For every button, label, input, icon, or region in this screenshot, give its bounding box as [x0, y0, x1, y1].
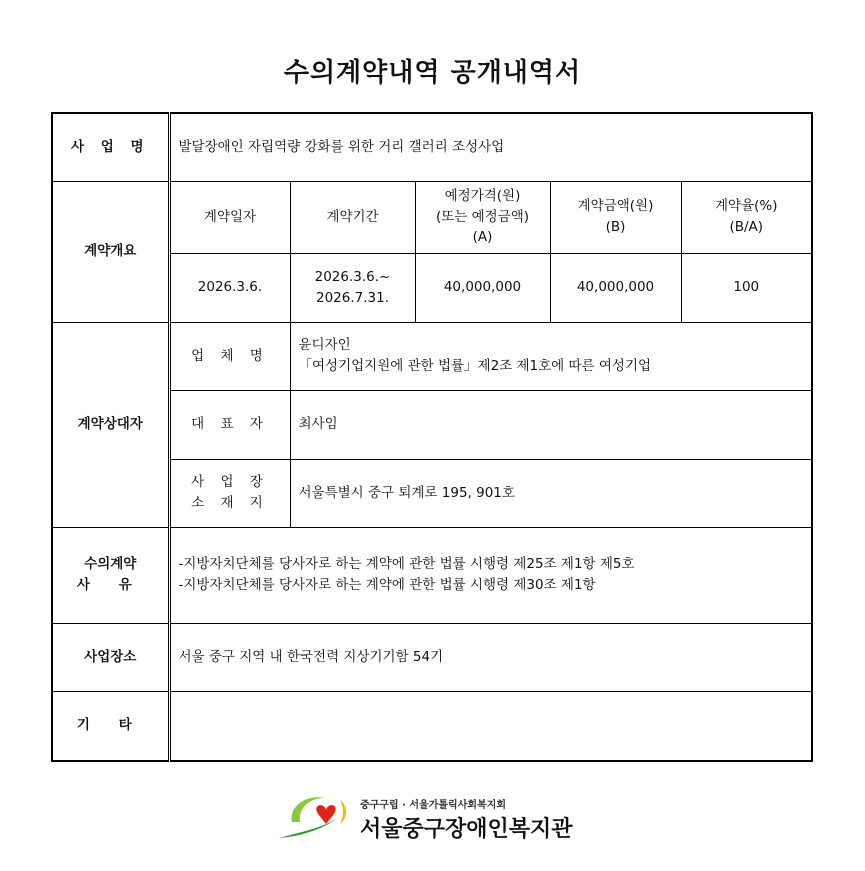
estimated-price-value: 40,000,000: [415, 253, 550, 322]
etc-value: [169, 691, 812, 761]
contract-rate-header: 계약율(%) (B/A): [681, 181, 812, 253]
reason-label: 수의계약 사 유: [52, 527, 169, 623]
representative-label: 대 표 자: [169, 390, 290, 459]
contract-disclosure-table: [51, 112, 813, 762]
document-title: 수의계약내역 공개내역서: [283, 58, 582, 88]
organization-logo: [278, 788, 578, 848]
contract-period-value: 2026.3.6.~ 2026.7.31.: [290, 253, 415, 322]
reason-value: -지방자치단체를 당사자로 하는 계약에 관한 법률 시행령 제25조 제1항 제5호 -지방자치단체를 당사자로 하는 계약에 관한 법률 시행령 제30조 제1항: [169, 527, 812, 623]
contract-rate-value: 100: [681, 253, 812, 322]
contract-date-value: 2026.3.6.: [169, 253, 290, 322]
reason-row: [52, 527, 812, 623]
counterparty-label: 계약상대자: [52, 322, 169, 527]
representative-value: 최사임: [290, 390, 812, 459]
estimated-price-header: 예정가격(원) (또는 예정금액) (A): [415, 181, 550, 253]
contract-amount-header: 계약금액(원) (B): [550, 181, 681, 253]
etc-row: [52, 691, 812, 761]
heart-swoosh-logo-icon: [278, 792, 352, 844]
location-label: 사업장소: [52, 623, 169, 691]
address-value: 서울특별시 중구 퇴계로 195, 901호: [290, 459, 812, 527]
logo-name: 서울중구장애인복지관: [360, 817, 573, 842]
company-row: [52, 322, 812, 390]
company-name-value: 윤디자인 「여성기업지원에 관한 법률」제2조 제1호에 따른 여성기업: [290, 322, 812, 390]
address-label: 사 업 장 소 재 지: [169, 459, 290, 527]
location-value: 서울 중구 지역 내 한국전력 지상기기함 54기: [169, 623, 812, 691]
company-name-label: 업 체 명: [169, 322, 290, 390]
project-label: 사 업 명: [52, 113, 169, 181]
project-row: [52, 113, 812, 181]
logo-subtitle: 중구구립 · 서울가톨릭사회복지회: [360, 800, 507, 811]
location-row: [52, 623, 812, 691]
contract-date-header: 계약일자: [169, 181, 290, 253]
overview-label: 계약개요: [52, 181, 169, 322]
contract-period-header: 계약기간: [290, 181, 415, 253]
project-value: 발달장애인 자립역량 강화를 위한 거리 갤러리 조성사업: [169, 113, 812, 181]
etc-label: 기 타: [52, 691, 169, 761]
overview-header-row: [52, 181, 812, 253]
contract-amount-value: 40,000,000: [550, 253, 681, 322]
